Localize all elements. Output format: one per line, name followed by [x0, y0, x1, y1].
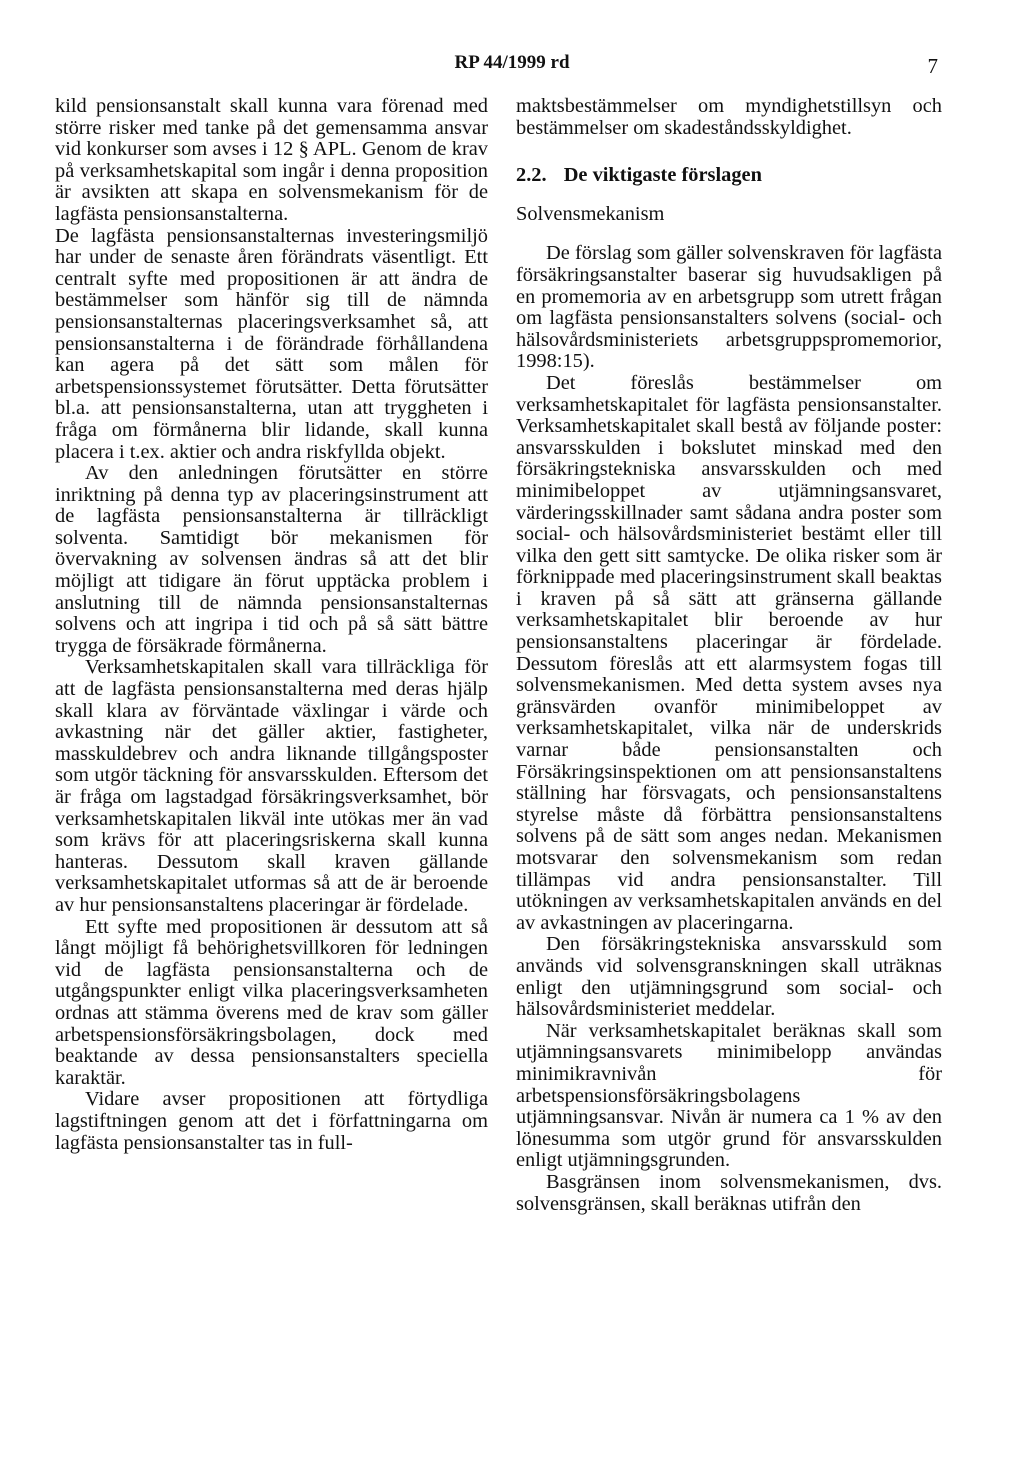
document-reference: RP 44/1999 rd — [454, 52, 570, 73]
paragraph: Den försäkringstekniska ansvarsskuld som används vid solvensgranskningen skall uträknas enligt den utjämningsgrund som social- och hälsovårdsministeriet meddelar. — [516, 933, 942, 1021]
paragraph: Det föreslås bestämmelser om verksamhetskapitalet för lagfästa pensionsanstalter. Verksamhetskapitalet skall bestå av följande poster: ansvarsskulden i bokslutet minskad med den försäkringstekniska ansvarsskulden och med minimibeloppet av utjämningsansvaret, värderingsskillnader samt sådana andra poster som social- och hälsovårdsministeriet bestämt eller till vilka den gett sitt samtycke. De olika risker som är förknippade med placeringsinstrument skall beaktas i kraven på så sätt att gränserna gällande verksamhetskapitalet blir beroende av hur pensionsanstaltens placeringar är fördelade. Dessutom föreslås att ett alarmsystem fogas till solvensmekanismen. Med detta system avses nya gränsvärden ovanför minimibeloppet av verksamhetskapitalet, vilka när de underskrids varnar både pensionsanstalten och Försäkringsinspektionen om att pensionsanstaltens ställning har försvagats, och pensionsanstaltens styrelse måste då förbättra pensionsanstaltens solvens på de sätt som anges nedan. Mekanismen motsvarar den solvensmekanism som redan tillämpas vid andra pensionsanstalter. Till utökningen av verksamhetskapitalen används en del av avkastningen av placeringarna. — [516, 371, 942, 934]
page-number: 7 — [927, 54, 938, 78]
right-column — [516, 96, 942, 1215]
paragraph: maktsbestämmelser om myndighetstillsyn och bestämmelser om skadeståndsskyldighet. — [516, 95, 942, 139]
section-number: 2.2. — [516, 164, 547, 187]
paragraph: Verksamhetskapitalen skall vara tillräckliga för att de lagfästa pensionsanstalterna med deras hjälp skall klara av förväntade växlingar i värde och avkastning när det gäller aktier, fastigheter, masskuldebrev och andra liknande tillgångsposter som utgör täckning för ansvarsskulden. Eftersom det är fråga om lagstadgad försäkringsverksamhet, bör verksamhetskapitalen likväl inte utökas mer än vad som krävs för att placeringsriskerna skall kunna hanteras. Dessutom skall kraven gällande verksamhetskapitalet utformas så att de är beroende av hur pensionsanstaltens placeringar är fördelade. — [55, 656, 488, 916]
paragraph: Vidare avser propositionen att förtydliga lagstiftningen genom att det i författningarna om lagfästa pensionsanstalter tas in full- — [55, 1088, 488, 1154]
paragraph: När verksamhetskapitalet beräknas skall som utjämningsansvarets minimibelopp användas minimikravnivån för arbetspensionsförsäkringsbolagens utjämningsansvar. Nivån är numera ca 1 % av den lönesumma som utgör grund för ansvarsskulden enligt utjämningsgrunden. — [516, 1019, 942, 1172]
section-title: De viktigaste förslagen — [563, 164, 762, 187]
paragraph: Ett syfte med propositionen är dessutom att så långt möjligt få behörighetsvillkoren för ledningen vid de lagfästa pensionsanstalterna och de utgångspunkter enligt vilka placeringsverksamheten ordnas att stämma överens med de krav som gäller arbetspensionsförsäkringsbolagen, dock med beaktande av dessa pensionsanstalters speciella karaktär. — [55, 915, 488, 1089]
paragraph: Basgränsen inom solvensmekanismen, dvs. solvensgränsen, skall beräknas utifrån den — [516, 1170, 942, 1215]
page-header — [0, 52, 1024, 82]
section-heading — [516, 165, 942, 187]
paragraph: Av den anledningen förutsätter en större inriktning på denna typ av placeringsinstrument att de lagfästa pensionsanstalterna är tillräckligt solventa. Samtidigt bör mekanismen för övervakning av solvensen ändras så att det blir möjligt att tidigare än förut upptäcka problem i anslutning till de nämnda pensionsanstalternas solvens och att ingripa i tid och på så sätt bättre trygga de försäkrade förmånerna. — [55, 462, 488, 657]
paragraph: De förslag som gäller solvenskraven för lagfästa försäkringsanstalter baserar sig huvudsakligen på en promemoria av en arbetsgrupp som utrett frågan om lagfästa pensionsanstalters solvens (social- och hälsovårdsministeriets arbetsgruppspromemorior, 1998:15). — [516, 242, 942, 373]
paragraph: De lagfästa pensionsanstalternas investeringsmiljö har under de senaste åren förändrats väsentligt. Ett centralt syfte med propositionen är att ändra de bestämmelser som hänför sig till de nämnda pensionsanstalternas placeringsverksamhet så, att pensionsanstalterna i de förändrade förhållandena kan agera på det sätt som målen för arbetspensionssystemet förutsätter. Detta förutsätter bl.a. att pensionsanstalterna, utan att tryggheten i fråga om förmånerna blir lidande, skall kunna placera i t.ex. aktier och andra riskfyllda objekt. — [55, 224, 488, 463]
subsection-heading: Solvensmekanism — [516, 202, 665, 225]
left-column — [55, 96, 488, 1154]
paragraph: kild pensionsanstalt skall kunna vara förenad med större risker med tanke på det gemensamma ansvar vid konkurser som avses i 12 § APL. Genom de krav på verksamhetskapital som ingår i denna proposition är avsikten att skapa en solvensmekanism för de lagfästa pensionsanstalterna. — [55, 95, 488, 225]
